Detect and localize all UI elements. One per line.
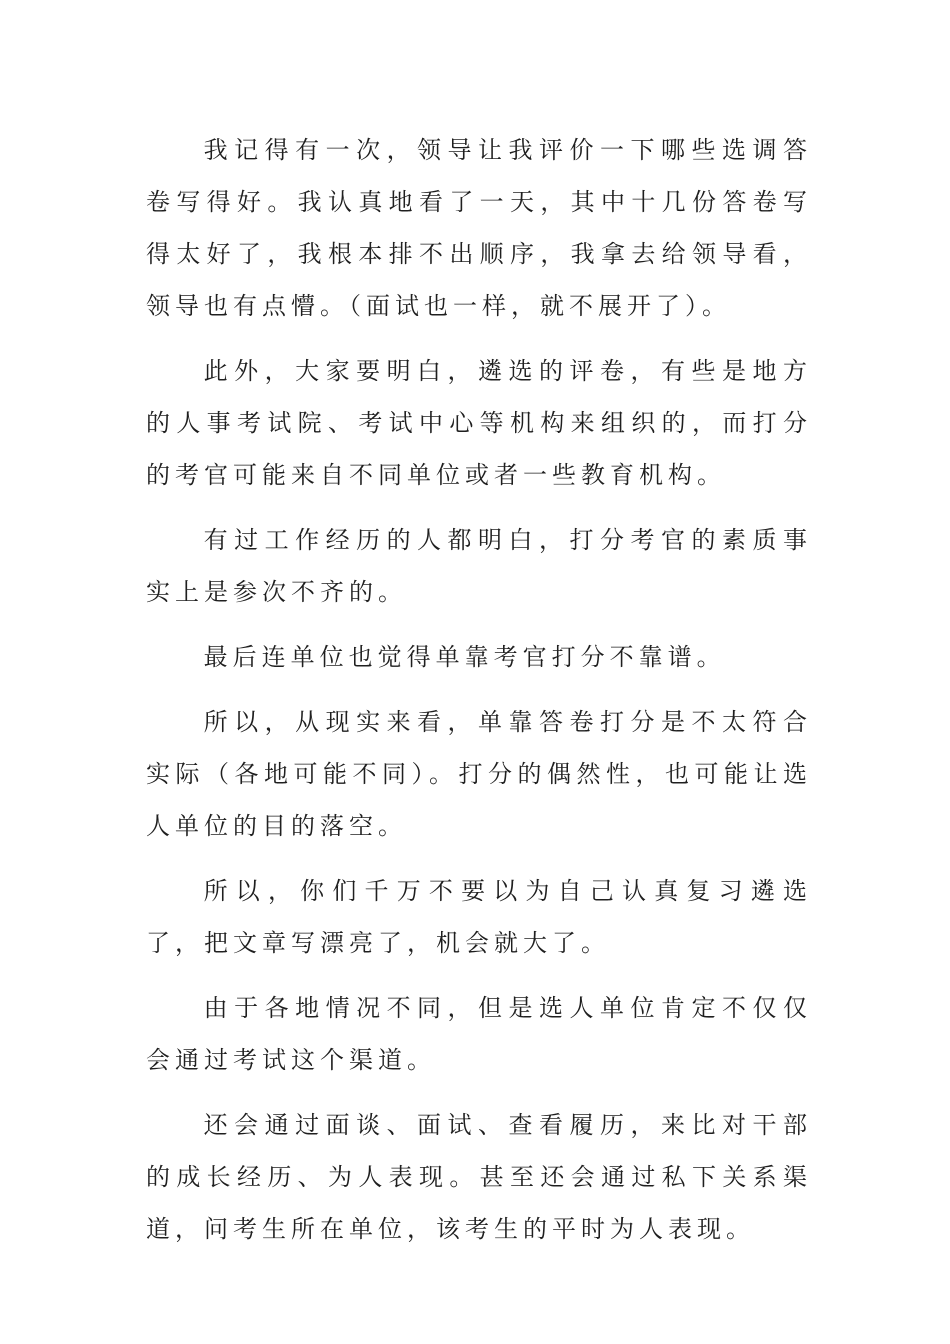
paragraph: 所以，你们千万不要以为自己认真复习遴选了，把文章写漂亮了，机会就大了。 xyxy=(146,877,812,957)
paragraph: 由于各地情况不同，但是选人单位肯定不仅仅会通过考试这个渠道。 xyxy=(146,994,812,1074)
paragraph: 最后连单位也觉得单靠考官打分不靠谱。 xyxy=(203,643,726,671)
paragraph: 有过工作经历的人都明白，打分考官的素质事实上是参次不齐的。 xyxy=(146,526,812,606)
paragraph: 此外，大家要明白，遴选的评卷，有些是地方的人事考试院、考试中心等机构来组织的，而打分的考官可能来自不同单位或者一些教育机构。 xyxy=(146,357,812,489)
paragraph: 我记得有一次，领导让我评价一下哪些选调答卷写得好。我认真地看了一天，其中十几份答卷写得太好了，我根本排不出顺序，我拿去给领导看，领导也有点懵。（面试也一样，就不展开了）。 xyxy=(146,136,812,320)
document-body xyxy=(146,124,812,1268)
paragraph: 所以，从现实来看，单靠答卷打分是不太符合实际（各地可能不同）。打分的偶然性，也可能让选人单位的目的落空。 xyxy=(146,708,812,840)
paragraph: 还会通过面谈、面试、查看履历，来比对干部的成长经历、为人表现。甚至还会通过私下关系渠道，问考生所在单位，该考生的平时为人表现。 xyxy=(146,1111,812,1243)
